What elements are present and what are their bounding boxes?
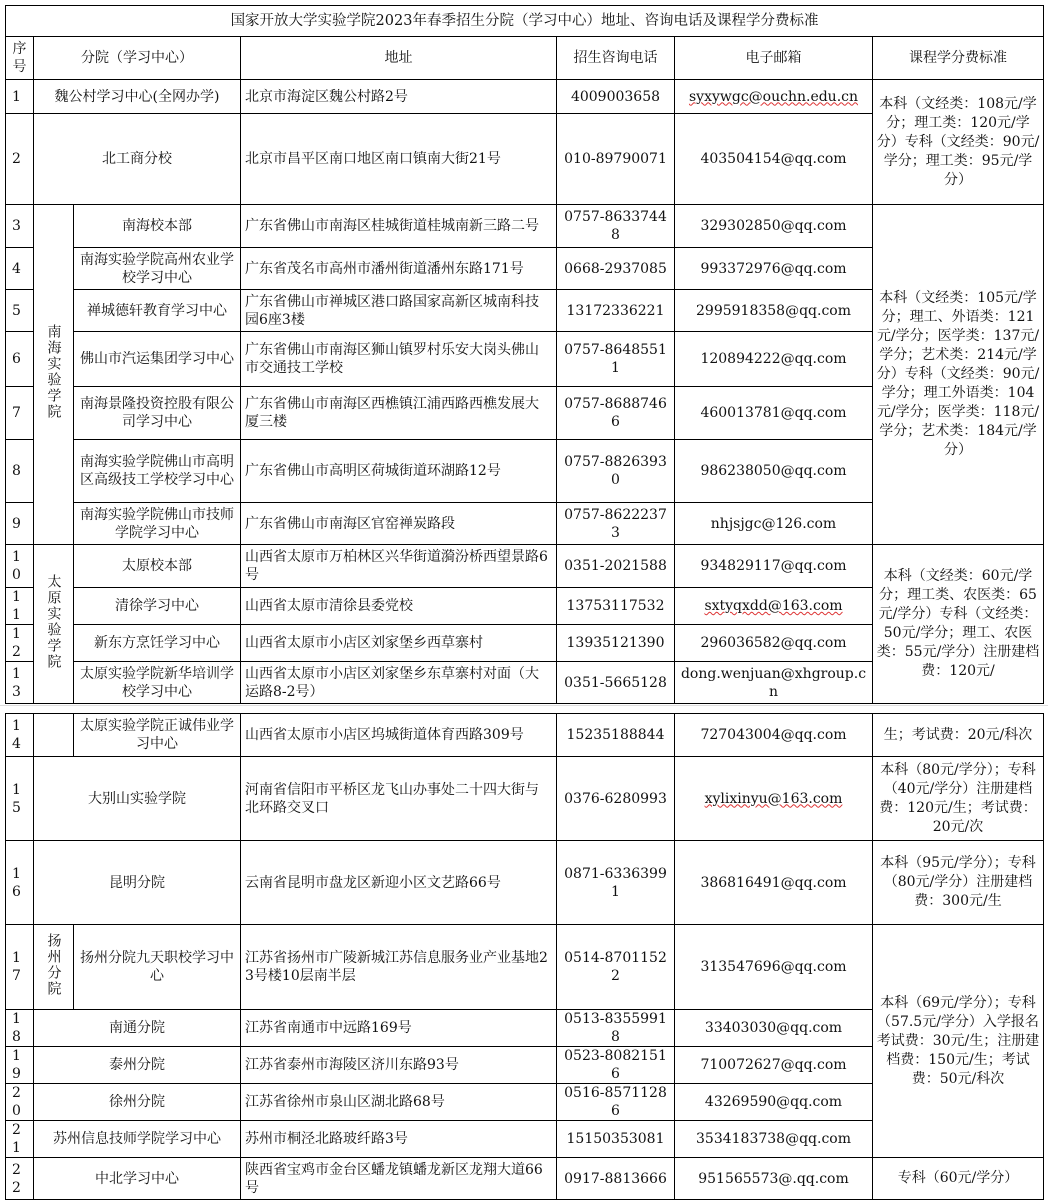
address: 江苏省泰州市海陵区济川东路93号: [241, 1047, 557, 1084]
table-title: 国家开放大学实验学院2023年春季招生分院（学习中心）地址、咨询电话及课程学分费标准: [6, 6, 1044, 37]
phone: 0917-8813666: [557, 1158, 675, 1200]
branch-name: 禅城德轩教育学习中心: [74, 290, 241, 332]
address: 山西省太原市清徐县委党校: [241, 588, 557, 625]
branch-name: 南海实验学院佛山市技师学院学习中心: [74, 503, 241, 545]
email: [675, 332, 873, 387]
branch-name: 中北学习中心: [34, 1158, 241, 1200]
email-text: 120894222@qq.com: [700, 351, 847, 367]
address: 广东省佛山市禅城区港口路国家高新区城南科技园6座3楼: [241, 290, 557, 332]
table-row: [6, 925, 1044, 1010]
email-text: 993372976@qq.com: [700, 260, 847, 277]
branch-name: 佛山市汽运集团学习中心: [74, 332, 241, 387]
fee-standard: 本科（80元/学分）；专科（40元/学分）注册建档费：120元/生；考试费：20元/次: [873, 757, 1044, 841]
email-text: 313547696@qq.com: [700, 959, 847, 975]
branch-name: 南通分院: [34, 1010, 241, 1047]
fee-standard: 专科（60元/学分）: [873, 1158, 1044, 1200]
email-text: 986238050@qq.com: [700, 463, 847, 479]
row-number: 14: [6, 714, 34, 757]
table-row: [6, 757, 1044, 841]
email-text: 296036582@qq.com: [700, 635, 847, 651]
phone: 4009003658: [557, 80, 675, 114]
address: 广东省佛山市南海区桂城街道桂城南新三路二号: [241, 205, 557, 248]
email: [675, 757, 873, 841]
email: [675, 1010, 873, 1047]
phone: 0514-87011522: [557, 925, 675, 1010]
email-text: 710072627@qq.com: [700, 1057, 847, 1073]
row-number: 19: [6, 1047, 34, 1084]
branch-name: 南海景隆投资控股有限公司学习中心: [74, 387, 241, 440]
address: 广东省佛山市南海区狮山镇罗村乐安大岗头佛山市交通技工学校: [241, 332, 557, 387]
header-phone: 招生咨询电话: [557, 37, 675, 80]
row-number: 6: [6, 332, 34, 387]
email: [675, 290, 873, 332]
phone: 0757-86485511: [557, 332, 675, 387]
fee-standard: 本科（69元/学分）；专科（57.5元/学分）入学报名考试费：30元/生；注册建档费：150元/生；考试费：50元/科次: [873, 925, 1044, 1158]
header-branch: 分院（学习中心）: [34, 37, 241, 80]
fee-standard: 生；考试费：20元/科次: [873, 714, 1044, 757]
address: 山西省太原市万柏林区兴华街道漪汾桥西望景路6号: [241, 545, 557, 588]
table-row: [6, 1158, 1044, 1200]
phone: 0757-86222373: [557, 503, 675, 545]
branch-name: 北工商分校: [34, 114, 241, 205]
branch-name: 徐州分院: [34, 1084, 241, 1121]
header-address: 地址: [241, 37, 557, 80]
row-number: 2: [6, 114, 34, 205]
phone: 0668-2937085: [557, 248, 675, 290]
row-number: 10: [6, 545, 34, 588]
email: [675, 662, 873, 704]
phone: 0523-80821516: [557, 1047, 675, 1084]
phone: 0351-5665128: [557, 662, 675, 704]
email-text: 403504154@qq.com: [700, 151, 847, 167]
phone: 0757-86887466: [557, 387, 675, 440]
branch-group-label: 扬州分院: [45, 932, 62, 997]
branch-name: 昆明分院: [34, 841, 241, 925]
address: 山西省太原市小店区坞城街道体育西路309号: [241, 714, 557, 757]
header-email: 电子邮箱: [675, 37, 873, 80]
email: [675, 503, 873, 545]
row-number: 13: [6, 662, 34, 704]
phone: 0757-88263930: [557, 440, 675, 503]
phone: 13935121390: [557, 625, 675, 662]
email-text: 460013781@qq.com: [700, 405, 847, 421]
row-number: 8: [6, 440, 34, 503]
fee-standard: 本科（95元/学分）；专科（80元/学分）注册建档费：300元/生: [873, 841, 1044, 925]
email-text: dong.wenjuan@xhgroup.cn: [680, 665, 867, 700]
row-number: 5: [6, 290, 34, 332]
email-text: 2995918358@qq.com: [696, 302, 851, 319]
branch-group: [34, 205, 74, 545]
branch-name: 太原实验学院新华培训学校学习中心: [74, 662, 241, 704]
email: [675, 440, 873, 503]
email: [675, 1121, 873, 1158]
email: [675, 625, 873, 662]
row-number: 1: [6, 80, 34, 114]
branch-name: 南海实验学院高州农业学校学习中心: [74, 248, 241, 290]
branch-group-label: 南海实验学院: [45, 324, 62, 420]
fee-table-page-1: [5, 5, 1044, 704]
phone: 0376-6280993: [557, 757, 675, 841]
fee-standard: 本科（文经类：108元/学分；理工类：120元/学分）专科（文经类：90元/学分；理工类：95元/学分）: [873, 80, 1044, 205]
address: 山西省太原市小店区刘家堡乡东草寨村对面（大运路8-2号）: [241, 662, 557, 704]
phone: 15150353081: [557, 1121, 675, 1158]
phone: 13753117532: [557, 588, 675, 625]
phone: 0757-86337448: [557, 205, 675, 248]
address: 广东省佛山市高明区荷城街道环湖路12号: [241, 440, 557, 503]
email: [675, 714, 873, 757]
row-number: 15: [6, 757, 34, 841]
row-number: 18: [6, 1010, 34, 1047]
table-row: [6, 714, 1044, 757]
email: [675, 1158, 873, 1200]
branch-name: 清徐学习中心: [74, 588, 241, 625]
email-text: 951565573@.qq.com: [698, 1170, 849, 1187]
address: 北京市海淀区魏公村路2号: [241, 80, 557, 114]
email-text: 33403030@qq.com: [704, 1020, 843, 1036]
email-text: 727043004@qq.com: [700, 727, 847, 743]
header-no: 序号: [6, 37, 34, 80]
branch-group: [34, 714, 74, 757]
branch-name: 太原实验学院正诚伟业学习中心: [74, 714, 241, 757]
email-text: 3534183738@qq.com: [696, 1131, 851, 1147]
address: 陕西省宝鸡市金台区蟠龙镇蟠龙新区龙翔大道66号: [241, 1158, 557, 1200]
address: 江苏省南通市中远路169号: [241, 1010, 557, 1047]
phone: 0516-85711286: [557, 1084, 675, 1121]
email: [675, 248, 873, 290]
row-number: 16: [6, 841, 34, 925]
header-fee: 课程学分费标准: [873, 37, 1044, 80]
address: 苏州市桐泾北路玻纤路3号: [241, 1121, 557, 1158]
row-number: 4: [6, 248, 34, 290]
row-number: 17: [6, 925, 34, 1010]
email: [675, 1084, 873, 1121]
table-row: [6, 545, 1044, 588]
email-text: xylixinyu@163.com: [704, 790, 843, 807]
branch-name: 苏州信息技师学院学习中心: [34, 1121, 241, 1158]
email: [675, 925, 873, 1010]
branch-name: 南海校本部: [74, 205, 241, 248]
phone: 13172336221: [557, 290, 675, 332]
email: [675, 114, 873, 205]
table-row: [6, 841, 1044, 925]
row-number: 21: [6, 1121, 34, 1158]
branch-group: [34, 545, 74, 704]
branch-name: 魏公村学习中心(全网办学): [34, 80, 241, 114]
email-text: 934829117@qq.com: [700, 558, 847, 574]
fee-table-page-2: [5, 713, 1044, 1200]
branch-name: 大别山实验学院: [34, 757, 241, 841]
address: 江苏省徐州市泉山区湖北路68号: [241, 1084, 557, 1121]
address: 山西省太原市小店区刘家堡乡西草寨村: [241, 625, 557, 662]
row-number: 11: [6, 588, 34, 625]
email-text: sxtyqxdd@163.com: [704, 598, 843, 614]
email: [675, 545, 873, 588]
branch-group-label: 太原实验学院: [45, 573, 62, 670]
phone: 0871-63363991: [557, 841, 675, 925]
email: [675, 205, 873, 248]
phone: 0513-83559918: [557, 1010, 675, 1047]
email: [675, 80, 873, 114]
row-number: 3: [6, 205, 34, 248]
address: 广东省佛山市南海区官窑禅炭路段: [241, 503, 557, 545]
fee-standard: 本科（文经类：105元/学分；理工、外语类：121元/学分；医学类：137元/学分；艺术类：214元/学分）专科（文经类：90元/学分；理工外语类：104元/学分；医学类：118元/学分；艺术类：184元/学分）: [873, 205, 1044, 545]
email: [675, 1047, 873, 1084]
phone: 0351-2021588: [557, 545, 675, 588]
branch-name: 南海实验学院佛山市高明区高级技工学校学习中心: [74, 440, 241, 503]
row-number: 7: [6, 387, 34, 440]
branch-name: 太原校本部: [74, 545, 241, 588]
row-number: 12: [6, 625, 34, 662]
table-row: [6, 205, 1044, 248]
email-text: 329302850@qq.com: [700, 218, 847, 234]
address: 云南省昆明市盘龙区新迎小区文艺路66号: [241, 841, 557, 925]
address: 江苏省扬州市广陵新城江苏信息服务业产业基地23号楼10层南半层: [241, 925, 557, 1010]
email-text: 386816491@qq.com: [700, 874, 847, 891]
email: [675, 841, 873, 925]
address: 广东省佛山市南海区西樵镇江浦西路西樵发展大厦三楼: [241, 387, 557, 440]
branch-name: 泰州分院: [34, 1047, 241, 1084]
email: [675, 588, 873, 625]
email-text: 43269590@qq.com: [704, 1094, 843, 1110]
phone: 010-89790071: [557, 114, 675, 205]
table-row: [6, 80, 1044, 114]
address: 北京市昌平区南口地区南口镇南大街21号: [241, 114, 557, 205]
branch-name: 扬州分院九天职校学习中心: [74, 925, 241, 1010]
email-text: nhjsjgc@126.com: [710, 515, 837, 532]
branch-group: [34, 925, 74, 1010]
row-number: 22: [6, 1158, 34, 1200]
phone: 15235188844: [557, 714, 675, 757]
fee-standard: 本科（文经类：60元/学分；理工类、农医类：65元/学分）专科（文经类：50元/学分；理工、农医类：55元/学分）注册建档费：120元/: [873, 545, 1044, 704]
address: 广东省茂名市高州市潘州街道潘州东路171号: [241, 248, 557, 290]
row-number: 9: [6, 503, 34, 545]
address: 河南省信阳市平桥区龙飞山办事处二十四大街与北环路交叉口: [241, 757, 557, 841]
branch-name: 新东方烹饪学习中心: [74, 625, 241, 662]
email: [675, 387, 873, 440]
row-number: 20: [6, 1084, 34, 1121]
email-text: syxywgc@ouchn.edu.cn: [688, 88, 859, 105]
page-break: [0, 705, 1048, 713]
